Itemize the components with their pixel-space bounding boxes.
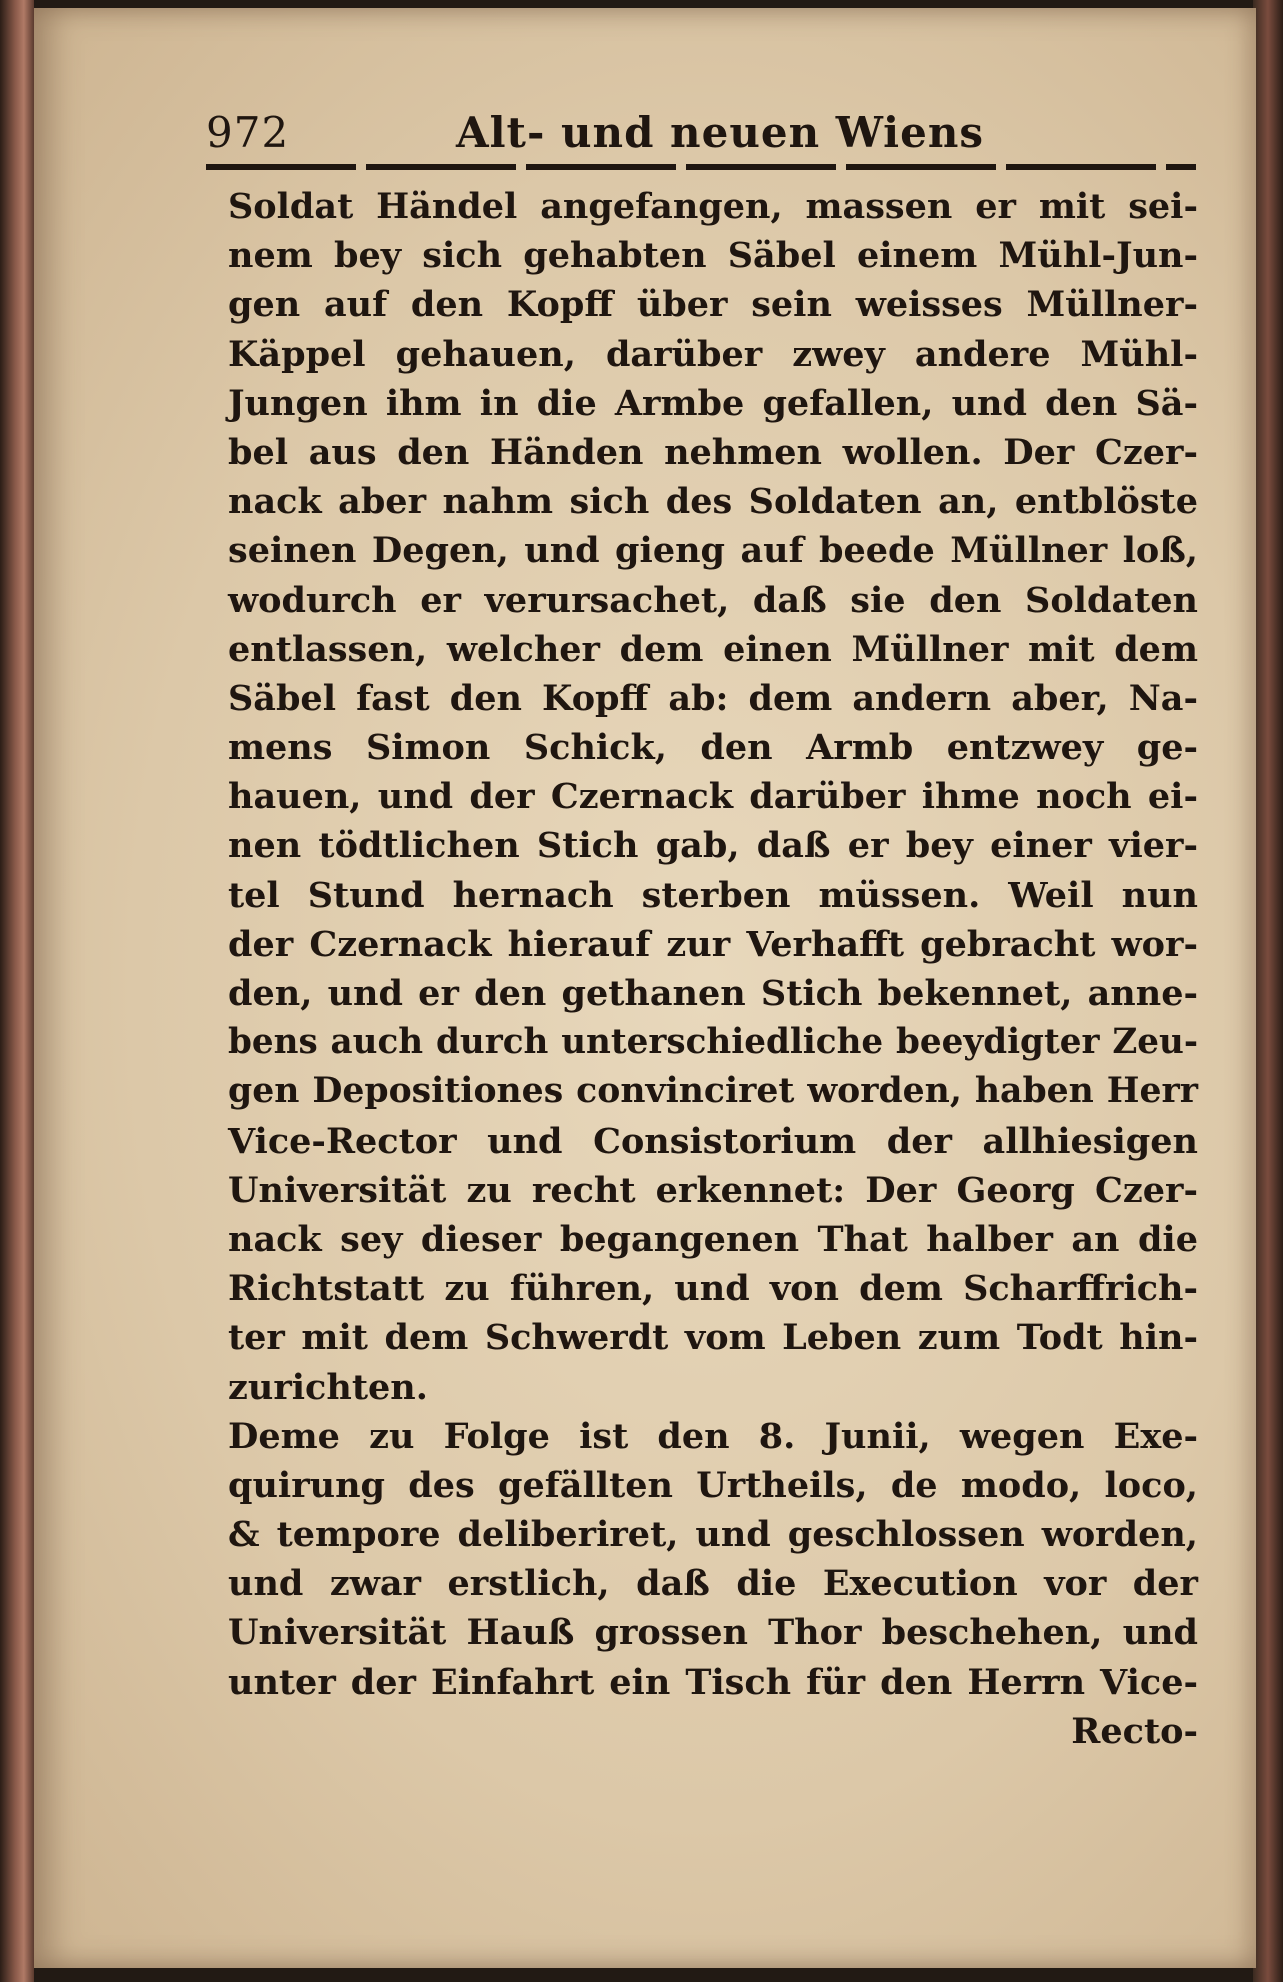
running-title: Alt- und neuen Wiens bbox=[456, 108, 985, 157]
text-line: Soldat Händel angefangen, massen er mit sei- bbox=[228, 186, 1198, 227]
body-text bbox=[228, 182, 1198, 1756]
text-line: Deme zu Folge ist den 8. Junii, wegen Exe- bbox=[228, 1415, 1198, 1457]
text-line: quirung des gefällten Urtheils, de modo, loco, bbox=[228, 1464, 1198, 1506]
text-line: wodurch er verursachet, daß sie den Soldaten bbox=[228, 579, 1198, 621]
text-line: gen auf den Kopff über sein weisses Müllner- bbox=[228, 284, 1198, 326]
text-line: Universität Hauß grossen Thor beschehen, und bbox=[228, 1612, 1198, 1654]
header-rule bbox=[206, 164, 1196, 170]
text-line: Richtstatt zu führen, und von dem Scharffrich- bbox=[228, 1268, 1198, 1310]
text-line: und zwar erstlich, daß die Execution vor der bbox=[228, 1563, 1198, 1605]
text-line: unter der Einfahrt ein Tisch für den Herrn Vice- bbox=[228, 1661, 1198, 1703]
text-line: Säbel fast den Kopff ab: dem andern aber, Na- bbox=[228, 677, 1198, 719]
text-line: Universität zu recht erkennet: Der Georg Czer- bbox=[228, 1169, 1198, 1211]
text-line: bens auch durch unterschiedliche beeydigter Zeu- bbox=[228, 1022, 1198, 1063]
text-line: nack sey dieser begangenen That halber an die bbox=[228, 1218, 1198, 1260]
text-line: tel Stund hernach sterben müssen. Weil nun bbox=[228, 874, 1198, 916]
text-line: nem bey sich gehabten Säbel einem Mühl-Jun- bbox=[228, 235, 1198, 277]
text-line: seinen Degen, und gieng auf beede Müllner loß, bbox=[228, 530, 1198, 572]
book-fore-edge bbox=[1253, 0, 1283, 1982]
text-line: hauen, und der Czernack darüber ihme noch ei- bbox=[228, 776, 1198, 818]
text-line: ter mit dem Schwerdt vom Leben zum Todt hin- bbox=[228, 1317, 1198, 1359]
running-header bbox=[206, 108, 1196, 168]
text-line: & tempore deliberiret, und geschlossen worden, bbox=[228, 1514, 1198, 1556]
text-line: den, und er den gethanen Stich bekennet, anne- bbox=[228, 973, 1198, 1014]
text-line: Jungen ihm in die Armbe gefallen, und den Sä- bbox=[228, 382, 1198, 424]
book-spine-edge bbox=[0, 0, 34, 1982]
text-line: nack aber nahm sich des Soldaten an, entblöste bbox=[228, 481, 1198, 523]
text-line: entlassen, welcher dem einen Müllner mit dem bbox=[228, 628, 1198, 670]
text-line: Käppel gehauen, darüber zwey andere Mühl- bbox=[228, 333, 1198, 375]
text-line: nen tödtlichen Stich gab, daß er bey einer vier- bbox=[228, 825, 1198, 867]
text-line: Vice-Rector und Consistorium der allhiesigen bbox=[228, 1120, 1198, 1162]
text-line: gen Depositiones convinciret worden, haben Herr bbox=[228, 1071, 1198, 1112]
page-number: 972 bbox=[206, 108, 290, 157]
text-line: der Czernack hierauf zur Verhafft gebracht wor- bbox=[228, 923, 1198, 965]
text-line: zurichten. bbox=[228, 1366, 428, 1408]
text-line: mens Simon Schick, den Armb entzwey ge- bbox=[228, 727, 1198, 769]
text-line: bel aus den Händen nehmen wollen. Der Czer- bbox=[228, 431, 1198, 473]
catchword: Recto- bbox=[1071, 1710, 1198, 1752]
